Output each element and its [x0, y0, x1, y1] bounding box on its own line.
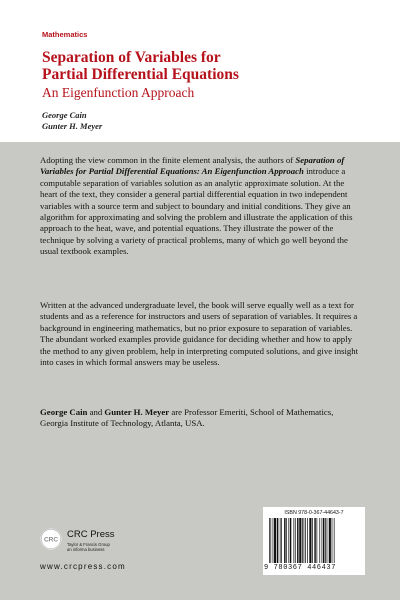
paragraph-text: are Professor Emeriti, School of Mathematics, Georgia Institute of Technology, Atlanta, USA. [40, 407, 334, 429]
paragraph-text: and [87, 407, 105, 417]
author-name: Gunter H. Meyer [42, 121, 103, 131]
author-bio [40, 407, 362, 430]
barcode-icon [269, 518, 361, 563]
publisher-group: Taylor & Francis Group [67, 542, 110, 547]
author-name-inline: Gunter H. Meyer [104, 407, 170, 417]
author-list [42, 110, 102, 132]
barcode-panel [263, 507, 365, 575]
publisher-tagline: an informa business [67, 547, 105, 552]
title-line-2: Partial Differential Equations [42, 66, 239, 83]
description-paragraph-2: Written at the advanced undergraduate level, the book will serve equally well as a text for students and as a reference for instructors and users of separation of variables. It requires a background in engineering mathematics, but no prior exposure to separation of variables. The abundant worked examples provide guidance for deciding whether and how to apply the method to any given problem, help in interpreting computed solutions, and give insight into cases in which formal answers may be useless. [40, 300, 359, 368]
svg-text:CRC: CRC [43, 536, 59, 544]
publisher-url: www.crcpress.com [40, 562, 126, 571]
category-label: Mathematics [42, 30, 88, 39]
book-subtitle: An Eigenfunction Approach [42, 85, 195, 100]
publisher-name: CRC Press [67, 529, 115, 540]
paragraph-text: introduce a computable separation of variables solution as an analytic approximate solution. At the heart of the text, they consider a general partial differential equation in two independent variables with a source term and subject to boundary and initial conditions. They give an algorithm for approximating and solving the problem and illustrate the application of this approach to the heat, wave, and potential equations. They illustrate the power of the technique by solving a variety of practical problems, many of which go well beyond the usual textbook examples. [40, 166, 353, 257]
description-paragraph-1 [40, 155, 362, 258]
isbn-label: ISBN 978-0-367-44643-7 [284, 510, 344, 516]
crc-logo-icon [40, 528, 62, 550]
book-title-inline: Separation of Variables for Partial Differential Equations: An Eigenfunction Approach [40, 155, 345, 177]
paragraph-text: Adopting the view common in the finite element analysis, the authors of [40, 155, 296, 165]
book-title [42, 49, 372, 83]
author-name-inline: George Cain [40, 407, 88, 417]
title-line-1: Separation of Variables for [42, 49, 221, 66]
barcode-digits: 9 780367 446437 [264, 564, 337, 572]
author-name: George Cain [42, 110, 87, 120]
